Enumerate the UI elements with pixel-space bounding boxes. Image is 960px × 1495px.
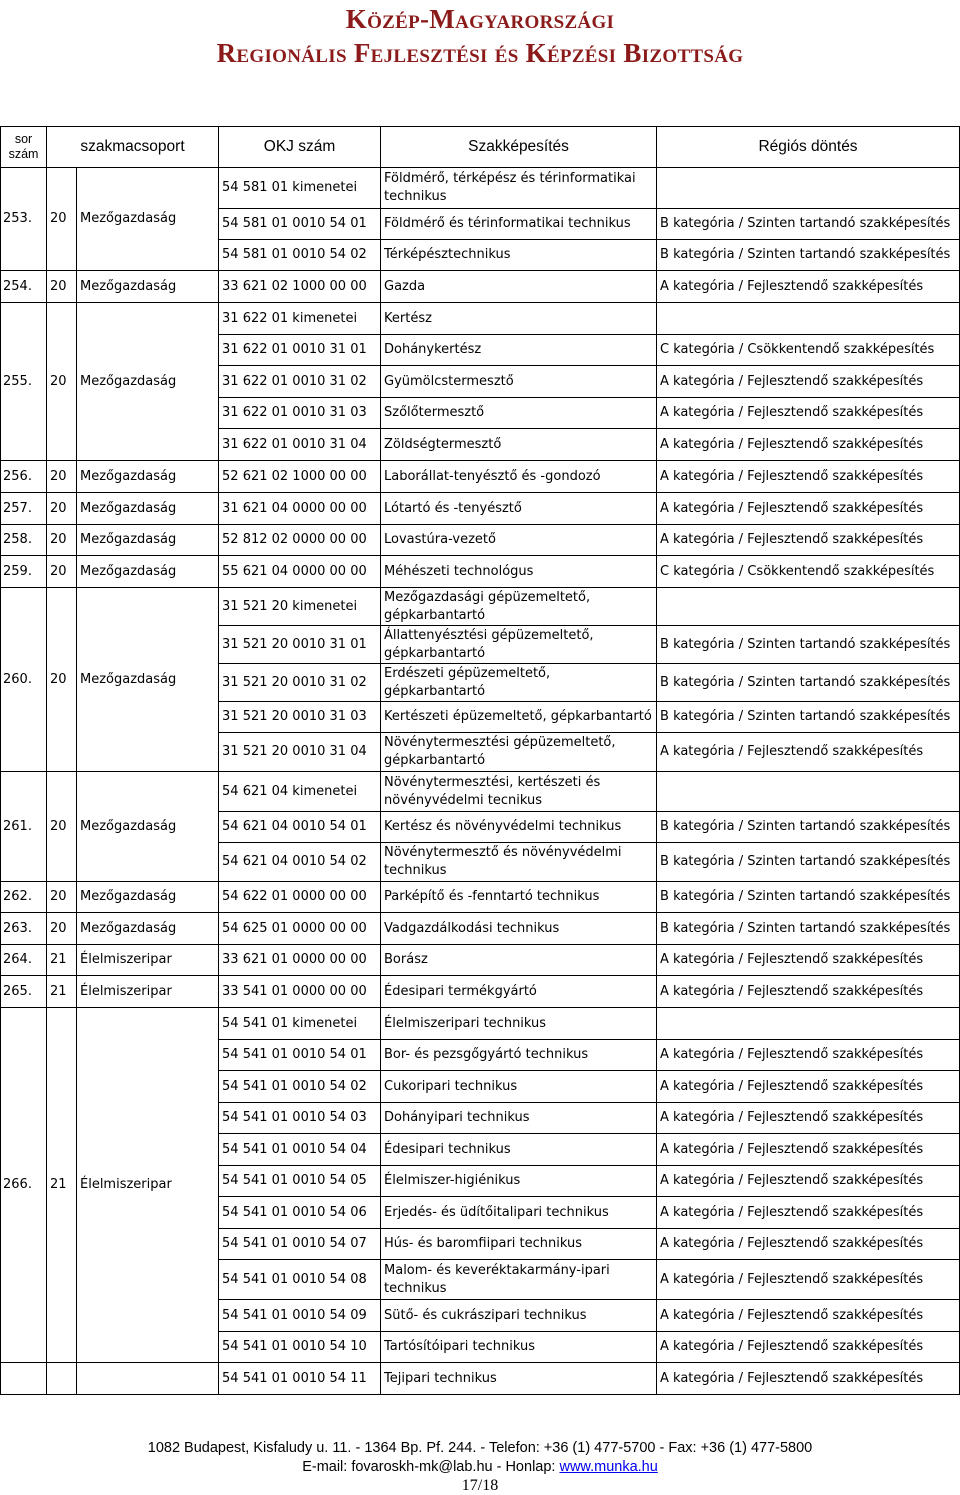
row-regios-dontes: A kategória / Fejlesztendő szakképesítés — [657, 461, 960, 493]
row-szakmacsoport-name: Élelmiszeripar — [77, 945, 219, 976]
row-okj-szam: 54 621 04 kimenetei — [219, 772, 381, 812]
row-szakkepesites: Lótartó és -tenyésztő — [381, 493, 657, 525]
row-okj-szam: 54 581 01 0010 54 02 — [219, 240, 381, 271]
row-regios-dontes: B kategória / Szinten tartandó szakképesítés — [657, 882, 960, 913]
row-sor: 257. — [1, 493, 47, 525]
row-okj-szam: 54 541 01 0010 54 01 — [219, 1040, 381, 1071]
row-okj-szam: 54 625 01 0000 00 00 — [219, 913, 381, 945]
qualifications-table — [0, 126, 960, 1395]
row-szakkepesites: Cukoripari technikus — [381, 1071, 657, 1103]
row-szakkepesites: Édesipari technikus — [381, 1134, 657, 1166]
row-szakmacsoport-code: 20 — [47, 168, 77, 271]
row-szakmacsoport-name: Mezőgazdaság — [77, 271, 219, 303]
row-okj-szam: 54 541 01 0010 54 03 — [219, 1103, 381, 1134]
row-szakkepesites: Borász — [381, 945, 657, 976]
row-regios-dontes: A kategória / Fejlesztendő szakképesítés — [657, 1300, 960, 1332]
row-szakkepesites: Dohánykertész — [381, 335, 657, 366]
table-header-row — [1, 127, 960, 168]
row-sor: 258. — [1, 525, 47, 556]
row-szakmacsoport-code: 21 — [47, 1008, 77, 1363]
row-szakkepesites: Kertészeti épüzemeltető, gépkarbantartó — [381, 702, 657, 733]
row-okj-szam: 31 622 01 0010 31 02 — [219, 366, 381, 398]
table-row — [1, 525, 960, 556]
row-regios-dontes — [657, 1008, 960, 1040]
row-sor: 254. — [1, 271, 47, 303]
row-szakmacsoport-name: Élelmiszeripar — [77, 976, 219, 1008]
row-szakkepesites: Mezőgazdasági gépüzemeltető, gépkarbantartó — [381, 588, 657, 626]
row-okj-szam: 54 581 01 kimenetei — [219, 168, 381, 209]
row-szakmacsoport-code: 20 — [47, 303, 77, 461]
row-okj-szam: 54 621 04 0010 54 01 — [219, 812, 381, 843]
row-szakmacsoport-code: 20 — [47, 913, 77, 945]
col-header-sor-line2: szám — [8, 147, 39, 161]
row-regios-dontes: A kategória / Fejlesztendő szakképesítés — [657, 1363, 960, 1395]
col-header-szakkepesites: Szakképesítés — [381, 127, 657, 168]
row-regios-dontes: A kategória / Fejlesztendő szakképesítés — [657, 1332, 960, 1363]
row-okj-szam: 31 622 01 0010 31 01 — [219, 335, 381, 366]
row-szakkepesites: Élelmiszer-higiénikus — [381, 1166, 657, 1197]
row-sor — [1, 1363, 47, 1395]
row-szakkepesites: Élelmiszeripari technikus — [381, 1008, 657, 1040]
row-szakmacsoport-name: Mezőgazdaság — [77, 493, 219, 525]
header-title-line1: Közép-Magyarországi — [345, 4, 615, 34]
row-regios-dontes — [657, 303, 960, 335]
row-regios-dontes: B kategória / Szinten tartandó szakképesítés — [657, 240, 960, 271]
row-szakmacsoport-code: 20 — [47, 271, 77, 303]
row-szakkepesites: Gazda — [381, 271, 657, 303]
row-szakmacsoport-name: Mezőgazdaság — [77, 882, 219, 913]
row-szakmacsoport-name: Mezőgazdaság — [77, 588, 219, 772]
row-szakmacsoport-code: 20 — [47, 461, 77, 493]
row-regios-dontes: A kategória / Fejlesztendő szakképesítés — [657, 398, 960, 429]
row-szakkepesites: Térképésztechnikus — [381, 240, 657, 271]
table-row — [1, 556, 960, 588]
col-header-szakmacsoport: szakmacsoport — [47, 127, 219, 168]
row-okj-szam: 54 541 01 0010 54 11 — [219, 1363, 381, 1395]
row-okj-szam: 54 541 01 0010 54 08 — [219, 1260, 381, 1300]
row-szakmacsoport-code: 20 — [47, 882, 77, 913]
row-okj-szam: 31 622 01 kimenetei — [219, 303, 381, 335]
table-row — [1, 882, 960, 913]
row-sor: 259. — [1, 556, 47, 588]
row-okj-szam: 54 541 01 0010 54 06 — [219, 1197, 381, 1229]
row-regios-dontes: A kategória / Fejlesztendő szakképesítés — [657, 1134, 960, 1166]
row-okj-szam: 55 621 04 0000 00 00 — [219, 556, 381, 588]
row-szakkepesites: Lovastúra-vezető — [381, 525, 657, 556]
row-szakkepesites: Erdészeti gépüzemeltető, gépkarbantartó — [381, 664, 657, 702]
row-szakkepesites: Vadgazdálkodási technikus — [381, 913, 657, 945]
table-row — [1, 461, 960, 493]
row-szakmacsoport-code: 20 — [47, 556, 77, 588]
row-regios-dontes: A kategória / Fejlesztendő szakképesítés — [657, 1103, 960, 1134]
row-regios-dontes: A kategória / Fejlesztendő szakképesítés — [657, 429, 960, 461]
row-szakkepesites: Növénytermesztési, kertészeti és növényvédelmi tecnikus — [381, 772, 657, 812]
row-szakkepesites: Sütő- és cukrászipari technikus — [381, 1300, 657, 1332]
row-szakmacsoport-name: Mezőgazdaság — [77, 913, 219, 945]
table-row — [1, 913, 960, 945]
row-szakmacsoport-name: Mezőgazdaság — [77, 772, 219, 882]
row-regios-dontes: A kategória / Fejlesztendő szakképesítés — [657, 271, 960, 303]
row-sor: 266. — [1, 1008, 47, 1363]
row-regios-dontes — [657, 588, 960, 626]
row-regios-dontes: B kategória / Szinten tartandó szakképesítés — [657, 209, 960, 240]
row-okj-szam: 31 521 20 kimenetei — [219, 588, 381, 626]
row-okj-szam: 31 621 04 0000 00 00 — [219, 493, 381, 525]
row-okj-szam: 52 621 02 1000 00 00 — [219, 461, 381, 493]
table-row — [1, 1008, 960, 1040]
row-regios-dontes: A kategória / Fejlesztendő szakképesítés — [657, 525, 960, 556]
row-szakmacsoport-code — [47, 1363, 77, 1395]
row-okj-szam: 54 541 01 0010 54 04 — [219, 1134, 381, 1166]
row-szakkepesites: Édesipari termékgyártó — [381, 976, 657, 1008]
row-szakkepesites: Szőlőtermesztő — [381, 398, 657, 429]
table-row — [1, 588, 960, 626]
row-szakmacsoport-name: Élelmiszeripar — [77, 1008, 219, 1363]
row-szakmacsoport-code: 20 — [47, 588, 77, 772]
row-szakkepesites: Zöldségtermesztő — [381, 429, 657, 461]
row-szakmacsoport-code: 20 — [47, 772, 77, 882]
row-regios-dontes: A kategória / Fejlesztendő szakképesítés — [657, 1166, 960, 1197]
row-regios-dontes: B kategória / Szinten tartandó szakképesítés — [657, 664, 960, 702]
row-okj-szam: 31 521 20 0010 31 03 — [219, 702, 381, 733]
row-sor: 260. — [1, 588, 47, 772]
row-szakmacsoport-code: 20 — [47, 525, 77, 556]
col-header-sor — [1, 127, 47, 168]
row-regios-dontes: B kategória / Szinten tartandó szakképesítés — [657, 702, 960, 733]
row-szakkepesites: Erjedés- és üdítőitalipari technikus — [381, 1197, 657, 1229]
row-regios-dontes: A kategória / Fejlesztendő szakképesítés — [657, 1260, 960, 1300]
row-sor: 262. — [1, 882, 47, 913]
table-row — [1, 303, 960, 335]
row-okj-szam: 31 622 01 0010 31 03 — [219, 398, 381, 429]
row-szakkepesites: Földmérő és térinformatikai technikus — [381, 209, 657, 240]
row-regios-dontes — [657, 168, 960, 209]
row-regios-dontes: A kategória / Fejlesztendő szakképesítés — [657, 976, 960, 1008]
row-okj-szam: 33 621 01 0000 00 00 — [219, 945, 381, 976]
row-sor: 256. — [1, 461, 47, 493]
table-row — [1, 772, 960, 812]
col-header-sor-line1: sor — [14, 132, 33, 146]
page-number: 17/18 — [461, 1477, 499, 1494]
table-row — [1, 271, 960, 303]
row-sor: 265. — [1, 976, 47, 1008]
row-regios-dontes: B kategória / Szinten tartandó szakképesítés — [657, 812, 960, 843]
table-row — [1, 976, 960, 1008]
row-szakmacsoport-name: Mezőgazdaság — [77, 525, 219, 556]
row-regios-dontes: A kategória / Fejlesztendő szakképesítés — [657, 1229, 960, 1260]
row-regios-dontes: C kategória / Csökkentendő szakképesítés — [657, 556, 960, 588]
row-okj-szam: 54 541 01 0010 54 02 — [219, 1071, 381, 1103]
row-szakkepesites: Tejipari technikus — [381, 1363, 657, 1395]
footer-email: E-mail: fovaroskh-mk@lab.hu - Honlap: — [302, 1459, 560, 1475]
row-sor: 263. — [1, 913, 47, 945]
row-szakkepesites: Kertész — [381, 303, 657, 335]
row-okj-szam: 54 541 01 0010 54 07 — [219, 1229, 381, 1260]
row-okj-szam: 54 581 01 0010 54 01 — [219, 209, 381, 240]
row-okj-szam: 54 621 04 0010 54 02 — [219, 843, 381, 882]
row-regios-dontes: C kategória / Csökkentendő szakképesítés — [657, 335, 960, 366]
row-sor: 253. — [1, 168, 47, 271]
row-szakkepesites: Növénytermesztő és növényvédelmi technikus — [381, 843, 657, 882]
footer-contact — [0, 1458, 960, 1476]
row-szakmacsoport-code: 20 — [47, 493, 77, 525]
row-regios-dontes: A kategória / Fejlesztendő szakképesítés — [657, 945, 960, 976]
row-szakkepesites: Növénytermesztési gépüzemeltető, gépkarbantartó — [381, 733, 657, 772]
row-szakkepesites: Hús- és baromfiipari technikus — [381, 1229, 657, 1260]
row-regios-dontes: A kategória / Fejlesztendő szakképesítés — [657, 1197, 960, 1229]
row-okj-szam: 54 541 01 0010 54 09 — [219, 1300, 381, 1332]
row-regios-dontes: B kategória / Szinten tartandó szakképesítés — [657, 913, 960, 945]
row-szakkepesites: Gyümölcstermesztő — [381, 366, 657, 398]
row-szakkepesites: Dohányipari technikus — [381, 1103, 657, 1134]
table-body — [1, 168, 960, 1395]
row-szakkepesites: Földmérő, térképész és térinformatikai technikus — [381, 168, 657, 209]
row-szakkepesites: Laborállat-tenyésztő és -gondozó — [381, 461, 657, 493]
row-okj-szam: 54 541 01 kimenetei — [219, 1008, 381, 1040]
row-okj-szam: 31 521 20 0010 31 02 — [219, 664, 381, 702]
row-szakmacsoport-name: Mezőgazdaság — [77, 556, 219, 588]
row-okj-szam: 31 521 20 0010 31 04 — [219, 733, 381, 772]
row-szakmacsoport-code: 21 — [47, 976, 77, 1008]
row-szakmacsoport-name — [77, 1363, 219, 1395]
table-row — [1, 168, 960, 209]
row-okj-szam: 31 622 01 0010 31 04 — [219, 429, 381, 461]
row-szakmacsoport-code: 21 — [47, 945, 77, 976]
row-regios-dontes: A kategória / Fejlesztendő szakképesítés — [657, 1040, 960, 1071]
row-szakkepesites: Kertész és növényvédelmi technikus — [381, 812, 657, 843]
header-title-line2: Regionális Fejlesztési és Képzési Bizottság — [216, 38, 744, 68]
row-okj-szam: 54 622 01 0000 00 00 — [219, 882, 381, 913]
col-header-okj: OKJ szám — [219, 127, 381, 168]
footer-address: 1082 Budapest, Kisfaludy u. 11. - 1364 Bp. Pf. 244. - Telefon: +36 (1) 477-5700 - Fax: +36 (1) 477-5800 — [147, 1440, 813, 1456]
row-okj-szam: 54 541 01 0010 54 05 — [219, 1166, 381, 1197]
row-okj-szam: 31 521 20 0010 31 01 — [219, 626, 381, 664]
row-szakkepesites: Malom- és keveréktakarmány-ipari technikus — [381, 1260, 657, 1300]
row-szakmacsoport-name: Mezőgazdaság — [77, 461, 219, 493]
row-regios-dontes: B kategória / Szinten tartandó szakképesítés — [657, 843, 960, 882]
row-regios-dontes: A kategória / Fejlesztendő szakképesítés — [657, 493, 960, 525]
row-regios-dontes: A kategória / Fejlesztendő szakképesítés — [657, 733, 960, 772]
row-sor: 261. — [1, 772, 47, 882]
col-header-regios-dontes: Régiós döntés — [657, 127, 960, 168]
row-szakkepesites: Bor- és pezsgőgyártó technikus — [381, 1040, 657, 1071]
footer-homepage-link[interactable]: www.munka.hu — [559, 1459, 658, 1475]
table-row — [1, 1363, 960, 1395]
row-szakkepesites: Méhészeti technológus — [381, 556, 657, 588]
row-sor: 255. — [1, 303, 47, 461]
row-szakkepesites: Állattenyésztési gépüzemeltető, gépkarbantartó — [381, 626, 657, 664]
row-regios-dontes: A kategória / Fejlesztendő szakképesítés — [657, 1071, 960, 1103]
table-row — [1, 945, 960, 976]
row-regios-dontes: B kategória / Szinten tartandó szakképesítés — [657, 626, 960, 664]
row-szakkepesites: Parképítő és -fenntartó technikus — [381, 882, 657, 913]
row-okj-szam: 52 812 02 0000 00 00 — [219, 525, 381, 556]
row-szakmacsoport-name: Mezőgazdaság — [77, 168, 219, 271]
row-szakkepesites: Tartósítóipari technikus — [381, 1332, 657, 1363]
row-okj-szam: 33 541 01 0000 00 00 — [219, 976, 381, 1008]
table-row — [1, 493, 960, 525]
row-szakmacsoport-name: Mezőgazdaság — [77, 303, 219, 461]
row-sor: 264. — [1, 945, 47, 976]
row-okj-szam: 33 621 02 1000 00 00 — [219, 271, 381, 303]
row-okj-szam: 54 541 01 0010 54 10 — [219, 1332, 381, 1363]
row-regios-dontes — [657, 772, 960, 812]
row-regios-dontes: A kategória / Fejlesztendő szakképesítés — [657, 366, 960, 398]
